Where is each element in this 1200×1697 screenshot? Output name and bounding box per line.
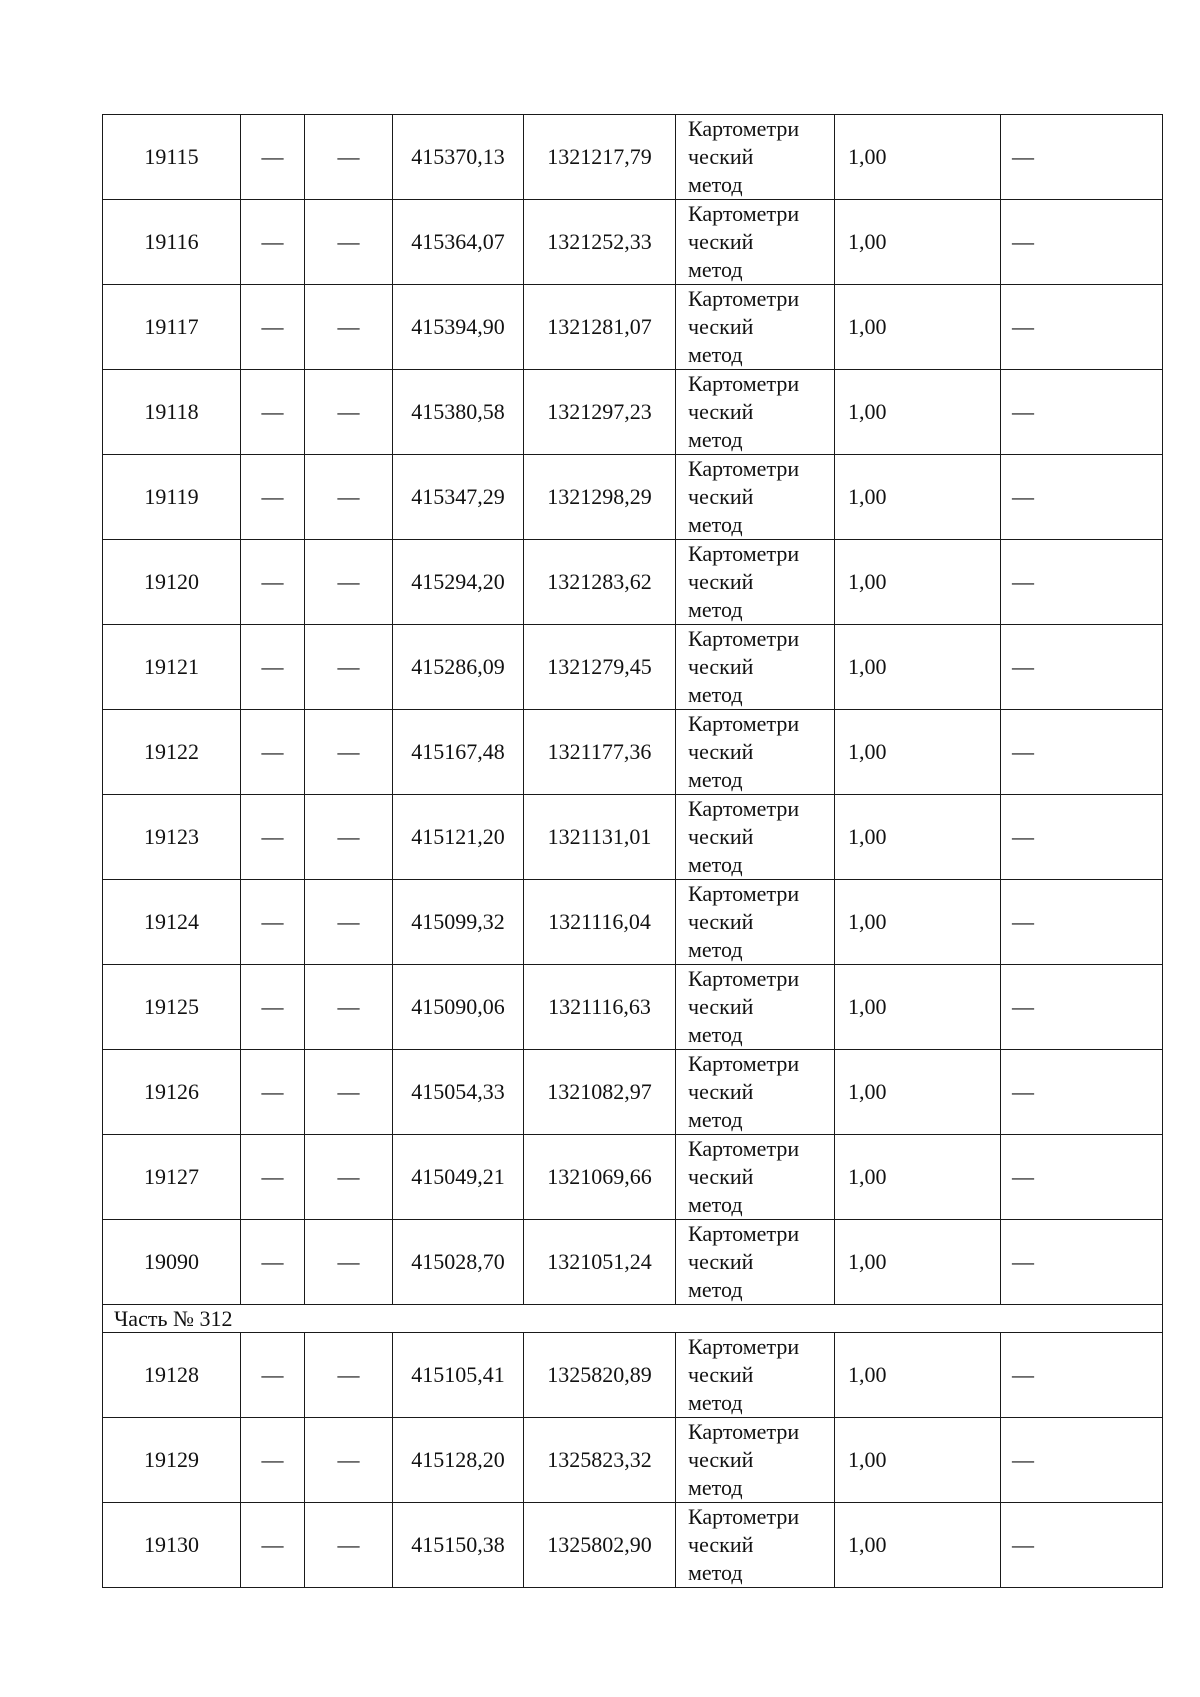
method-text-line: ческий [688, 1447, 754, 1472]
method-text-line: метод [688, 257, 743, 282]
table-row [103, 1418, 1163, 1503]
method-text-line: метод [688, 1277, 743, 1302]
method-cell [676, 795, 835, 880]
old-x-cell: — [241, 1050, 305, 1135]
old-x-cell: — [241, 625, 305, 710]
method-text-line: Картометри [688, 881, 800, 906]
method-cell [676, 1050, 835, 1135]
method-text-line: Картометри [688, 1136, 800, 1161]
description-cell: — [1001, 1503, 1163, 1588]
point-number-cell: 19124 [103, 880, 241, 965]
point-number-cell: 19128 [103, 1333, 241, 1418]
method-text-line: ческий [688, 314, 754, 339]
method-text-line: Картометри [688, 371, 800, 396]
method-text-line: ческий [688, 1249, 754, 1274]
method-text-line: Картометри [688, 796, 800, 821]
method-text-line: ческий [688, 824, 754, 849]
method-cell [676, 625, 835, 710]
method-cell [676, 285, 835, 370]
method-text-line: ческий [688, 909, 754, 934]
method-text-line: метод [688, 682, 743, 707]
method-text-line: Картометри [688, 1051, 800, 1076]
x-coordinate-cell: 415294,20 [393, 540, 524, 625]
y-coordinate-cell: 1321116,04 [524, 880, 676, 965]
accuracy-cell: 1,00 [835, 115, 1001, 200]
y-coordinate-cell: 1321283,62 [524, 540, 676, 625]
old-y-cell: — [305, 115, 393, 200]
method-text-line: метод [688, 852, 743, 877]
accuracy-cell: 1,00 [835, 1333, 1001, 1418]
method-text-line: Картометри [688, 1419, 800, 1444]
method-cell [676, 455, 835, 540]
y-coordinate-cell: 1325823,32 [524, 1418, 676, 1503]
description-cell: — [1001, 880, 1163, 965]
x-coordinate-cell: 415347,29 [393, 455, 524, 540]
old-y-cell: — [305, 1220, 393, 1305]
y-coordinate-cell: 1321116,63 [524, 965, 676, 1050]
point-number-cell: 19122 [103, 710, 241, 795]
method-cell [676, 710, 835, 795]
old-x-cell: — [241, 285, 305, 370]
old-x-cell: — [241, 1220, 305, 1305]
point-number-cell: 19090 [103, 1220, 241, 1305]
x-coordinate-cell: 415090,06 [393, 965, 524, 1050]
accuracy-cell: 1,00 [835, 795, 1001, 880]
method-cell [676, 965, 835, 1050]
old-y-cell: — [305, 795, 393, 880]
x-coordinate-cell: 415028,70 [393, 1220, 524, 1305]
y-coordinate-cell: 1321281,07 [524, 285, 676, 370]
old-y-cell: — [305, 1418, 393, 1503]
method-text-line: ческий [688, 229, 754, 254]
method-text-line: ческий [688, 1079, 754, 1104]
x-coordinate-cell: 415364,07 [393, 200, 524, 285]
method-text-line: метод [688, 1192, 743, 1217]
method-text-line: ческий [688, 399, 754, 424]
y-coordinate-cell: 1321279,45 [524, 625, 676, 710]
table-body [103, 115, 1163, 1588]
x-coordinate-cell: 415049,21 [393, 1135, 524, 1220]
x-coordinate-cell: 415370,13 [393, 115, 524, 200]
table-row [103, 200, 1163, 285]
point-number-cell: 19118 [103, 370, 241, 455]
description-cell: — [1001, 370, 1163, 455]
old-y-cell: — [305, 285, 393, 370]
method-text-line: метод [688, 1390, 743, 1415]
x-coordinate-cell: 415121,20 [393, 795, 524, 880]
method-text-line: метод [688, 172, 743, 197]
method-text-line: Картометри [688, 541, 800, 566]
method-text-line: Картометри [688, 1334, 800, 1359]
accuracy-cell: 1,00 [835, 285, 1001, 370]
method-text-line: метод [688, 937, 743, 962]
method-text-line: ческий [688, 1532, 754, 1557]
accuracy-cell: 1,00 [835, 370, 1001, 455]
description-cell: — [1001, 795, 1163, 880]
table-row [103, 1503, 1163, 1588]
method-text-line: Картометри [688, 1221, 800, 1246]
point-number-cell: 19127 [103, 1135, 241, 1220]
table-row [103, 965, 1163, 1050]
old-y-cell: — [305, 1050, 393, 1135]
method-text-line: метод [688, 767, 743, 792]
old-x-cell: — [241, 1135, 305, 1220]
point-number-cell: 19119 [103, 455, 241, 540]
old-y-cell: — [305, 625, 393, 710]
method-cell [676, 1333, 835, 1418]
method-text-line: Картометри [688, 286, 800, 311]
table-row [103, 370, 1163, 455]
y-coordinate-cell: 1321298,29 [524, 455, 676, 540]
old-x-cell: — [241, 880, 305, 965]
y-coordinate-cell: 1321297,23 [524, 370, 676, 455]
description-cell: — [1001, 1220, 1163, 1305]
method-text-line: метод [688, 1475, 743, 1500]
y-coordinate-cell: 1321177,36 [524, 710, 676, 795]
x-coordinate-cell: 415099,32 [393, 880, 524, 965]
method-text-line: ческий [688, 1362, 754, 1387]
section-label: Часть № 312 [103, 1305, 1163, 1333]
old-y-cell: — [305, 880, 393, 965]
y-coordinate-cell: 1321069,66 [524, 1135, 676, 1220]
description-cell: — [1001, 200, 1163, 285]
method-text-line: метод [688, 1107, 743, 1132]
accuracy-cell: 1,00 [835, 455, 1001, 540]
method-cell [676, 880, 835, 965]
method-cell [676, 115, 835, 200]
description-cell: — [1001, 1135, 1163, 1220]
y-coordinate-cell: 1321252,33 [524, 200, 676, 285]
old-x-cell: — [241, 1418, 305, 1503]
x-coordinate-cell: 415380,58 [393, 370, 524, 455]
method-cell [676, 1503, 835, 1588]
method-text-line: метод [688, 342, 743, 367]
description-cell: — [1001, 455, 1163, 540]
point-number-cell: 19121 [103, 625, 241, 710]
accuracy-cell: 1,00 [835, 880, 1001, 965]
accuracy-cell: 1,00 [835, 1418, 1001, 1503]
old-x-cell: — [241, 200, 305, 285]
old-y-cell: — [305, 1135, 393, 1220]
x-coordinate-cell: 415286,09 [393, 625, 524, 710]
description-cell: — [1001, 1333, 1163, 1418]
description-cell: — [1001, 1050, 1163, 1135]
table-row [103, 1220, 1163, 1305]
method-text-line: метод [688, 512, 743, 537]
old-y-cell: — [305, 540, 393, 625]
y-coordinate-cell: 1321082,97 [524, 1050, 676, 1135]
old-y-cell: — [305, 200, 393, 285]
table-row [103, 795, 1163, 880]
description-cell: — [1001, 625, 1163, 710]
description-cell: — [1001, 965, 1163, 1050]
accuracy-cell: 1,00 [835, 1220, 1001, 1305]
description-cell: — [1001, 1418, 1163, 1503]
method-cell [676, 200, 835, 285]
table-row [103, 455, 1163, 540]
table-row [103, 115, 1163, 200]
method-cell [676, 540, 835, 625]
old-y-cell: — [305, 370, 393, 455]
method-cell [676, 1220, 835, 1305]
old-x-cell: — [241, 455, 305, 540]
point-number-cell: 19130 [103, 1503, 241, 1588]
x-coordinate-cell: 415167,48 [393, 710, 524, 795]
method-text-line: метод [688, 427, 743, 452]
point-number-cell: 19129 [103, 1418, 241, 1503]
x-coordinate-cell: 415105,41 [393, 1333, 524, 1418]
y-coordinate-cell: 1321131,01 [524, 795, 676, 880]
point-number-cell: 19116 [103, 200, 241, 285]
method-text-line: ческий [688, 654, 754, 679]
old-y-cell: — [305, 710, 393, 795]
method-text-line: метод [688, 1022, 743, 1047]
method-text-line: Картометри [688, 201, 800, 226]
coordinates-table [102, 114, 1163, 1588]
x-coordinate-cell: 415394,90 [393, 285, 524, 370]
old-x-cell: — [241, 115, 305, 200]
method-text-line: ческий [688, 569, 754, 594]
y-coordinate-cell: 1321217,79 [524, 115, 676, 200]
table-row [103, 285, 1163, 370]
accuracy-cell: 1,00 [835, 710, 1001, 795]
x-coordinate-cell: 415128,20 [393, 1418, 524, 1503]
table-row [103, 1333, 1163, 1418]
accuracy-cell: 1,00 [835, 200, 1001, 285]
old-x-cell: — [241, 1503, 305, 1588]
accuracy-cell: 1,00 [835, 1503, 1001, 1588]
description-cell: — [1001, 540, 1163, 625]
method-text-line: Картометри [688, 456, 800, 481]
method-text-line: Картометри [688, 116, 800, 141]
point-number-cell: 19115 [103, 115, 241, 200]
table-row [103, 710, 1163, 795]
method-text-line: ческий [688, 484, 754, 509]
method-text-line: ческий [688, 144, 754, 169]
method-text-line: Картометри [688, 966, 800, 991]
old-x-cell: — [241, 1333, 305, 1418]
table-row [103, 625, 1163, 710]
x-coordinate-cell: 415054,33 [393, 1050, 524, 1135]
method-text-line: Картометри [688, 1504, 800, 1529]
point-number-cell: 19117 [103, 285, 241, 370]
description-cell: — [1001, 115, 1163, 200]
table-row [103, 540, 1163, 625]
method-text-line: метод [688, 597, 743, 622]
y-coordinate-cell: 1321051,24 [524, 1220, 676, 1305]
description-cell: — [1001, 285, 1163, 370]
point-number-cell: 19120 [103, 540, 241, 625]
table-row [103, 1135, 1163, 1220]
old-x-cell: — [241, 540, 305, 625]
method-cell [676, 1135, 835, 1220]
point-number-cell: 19125 [103, 965, 241, 1050]
method-text-line: метод [688, 1560, 743, 1585]
method-text-line: ческий [688, 1164, 754, 1189]
old-y-cell: — [305, 1503, 393, 1588]
description-cell: — [1001, 710, 1163, 795]
old-x-cell: — [241, 795, 305, 880]
method-text-line: ческий [688, 739, 754, 764]
method-text-line: Картометри [688, 626, 800, 651]
point-number-cell: 19123 [103, 795, 241, 880]
accuracy-cell: 1,00 [835, 1135, 1001, 1220]
y-coordinate-cell: 1325820,89 [524, 1333, 676, 1418]
old-y-cell: — [305, 455, 393, 540]
old-x-cell: — [241, 965, 305, 1050]
section-header-row [103, 1305, 1163, 1333]
method-cell [676, 1418, 835, 1503]
table-row [103, 880, 1163, 965]
accuracy-cell: 1,00 [835, 540, 1001, 625]
old-y-cell: — [305, 1333, 393, 1418]
table-row [103, 1050, 1163, 1135]
accuracy-cell: 1,00 [835, 965, 1001, 1050]
old-x-cell: — [241, 370, 305, 455]
old-x-cell: — [241, 710, 305, 795]
accuracy-cell: 1,00 [835, 1050, 1001, 1135]
accuracy-cell: 1,00 [835, 625, 1001, 710]
method-text-line: ческий [688, 994, 754, 1019]
method-text-line: Картометри [688, 711, 800, 736]
y-coordinate-cell: 1325802,90 [524, 1503, 676, 1588]
old-y-cell: — [305, 965, 393, 1050]
x-coordinate-cell: 415150,38 [393, 1503, 524, 1588]
method-cell [676, 370, 835, 455]
point-number-cell: 19126 [103, 1050, 241, 1135]
